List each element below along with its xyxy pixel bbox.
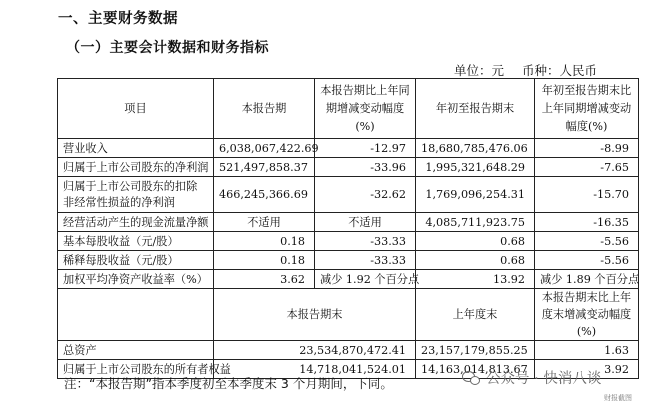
row-ytd-change: -7.65: [535, 158, 639, 177]
row-ytd-change: 减少 1.89 个百分点: [535, 270, 639, 289]
row-item: 总资产: [58, 341, 214, 360]
table-header-row: [58, 79, 639, 139]
row-ytd: 0.68: [416, 232, 535, 251]
row-ytd: 0.68: [416, 251, 535, 270]
header2-period-end: 本报告期末: [214, 289, 416, 341]
section-heading: 一、主要财务数据: [58, 11, 178, 27]
header2-prior-year-end: 上年度末: [416, 289, 535, 341]
row-item: 经营活动产生的现金流量净额: [58, 213, 214, 232]
header-ytd: 年初至报告期末: [416, 79, 535, 139]
header2-change: 本报告期末比上年度末增减变动幅度(%): [535, 289, 639, 341]
row-ytd: 4,085,711,923.75: [416, 213, 535, 232]
unit-label: 单位：元: [454, 63, 505, 78]
row-ytd-change: -5.56: [535, 251, 639, 270]
header-current-change: 本报告期比上年同期增减变动幅度(%): [315, 79, 416, 139]
row-item: 稀释每股收益（元/股）: [58, 251, 214, 270]
row-change: 1.63: [535, 341, 639, 360]
row-item: 归属于上市公司股东的扣除非经常性损益的净利润: [58, 177, 214, 213]
table-row: [58, 232, 639, 251]
row-current-change: -32.62: [315, 177, 416, 213]
header-ytd-change: 年初至报告期末比上年同期增减变动幅度(%): [535, 79, 639, 139]
unit-line: [454, 61, 597, 79]
row-ytd-change: -8.99: [535, 139, 639, 158]
table-row: [58, 251, 639, 270]
header2-blank: [58, 289, 214, 341]
table-row: [58, 139, 639, 158]
row-current: 0.18: [214, 251, 315, 270]
financial-table: [57, 78, 639, 379]
table-row: [58, 341, 639, 360]
row-current-change: -33.33: [315, 232, 416, 251]
row-period-end: 23,534,870,472.41: [214, 341, 416, 360]
row-current: 0.18: [214, 232, 315, 251]
table-row: [58, 158, 639, 177]
row-current-change: 不适用: [315, 213, 416, 232]
row-current: 521,497,858.37: [214, 158, 315, 177]
row-ytd: 18,680,785,476.06: [416, 139, 535, 158]
row-item: 加权平均净资产收益率（%）: [58, 270, 214, 289]
row-ytd-change: -16.35: [535, 213, 639, 232]
table-row: [58, 177, 639, 213]
row-current-change: -33.33: [315, 251, 416, 270]
row-ytd: 1,995,321,648.29: [416, 158, 535, 177]
subsection-heading: （一）主要会计数据和财务指标: [66, 40, 269, 56]
corner-mark: 财报截图: [604, 394, 632, 402]
row-change: 3.92: [535, 360, 639, 379]
header-current: 本报告期: [214, 79, 315, 139]
row-prior-year-end: 23,157,179,855.25: [416, 341, 535, 360]
watermark: [462, 367, 601, 388]
row-item: 基本每股收益（元/股）: [58, 232, 214, 251]
row-prior-year-end: 14,163,014,813.67: [416, 360, 535, 379]
row-current: 466,245,366.69: [214, 177, 315, 213]
row-item: 营业收入: [58, 139, 214, 158]
row-item: 归属于上市公司股东的净利润: [58, 158, 214, 177]
row-ytd-change: -15.70: [535, 177, 639, 213]
footnote: 注：“本报告期”指本季度初至本季度末 3 个月期间，下同。: [64, 376, 393, 391]
watermark-text: 公众号 · 快消八谈: [486, 371, 602, 387]
header-item: 项目: [58, 79, 214, 139]
table-header-row-2: [58, 289, 639, 341]
row-current: 6,038,067,422.69: [214, 139, 315, 158]
row-current-change: 减少 1.92 个百分点: [315, 270, 416, 289]
row-current: 不适用: [214, 213, 315, 232]
table-row: [58, 270, 639, 289]
row-item: 归属于上市公司股东的所有者权益: [58, 360, 214, 379]
table-row: [58, 213, 639, 232]
row-current-change: -33.96: [315, 158, 416, 177]
row-ytd: 1,769,096,254.31: [416, 177, 535, 213]
currency-label: 币种：人民币: [522, 63, 598, 78]
wechat-icon: [462, 370, 482, 386]
row-current-change: -12.97: [315, 139, 416, 158]
row-period-end: 14,718,041,524.01: [214, 360, 416, 379]
row-ytd-change: -5.56: [535, 232, 639, 251]
row-ytd: 13.92: [416, 270, 535, 289]
row-current: 3.62: [214, 270, 315, 289]
